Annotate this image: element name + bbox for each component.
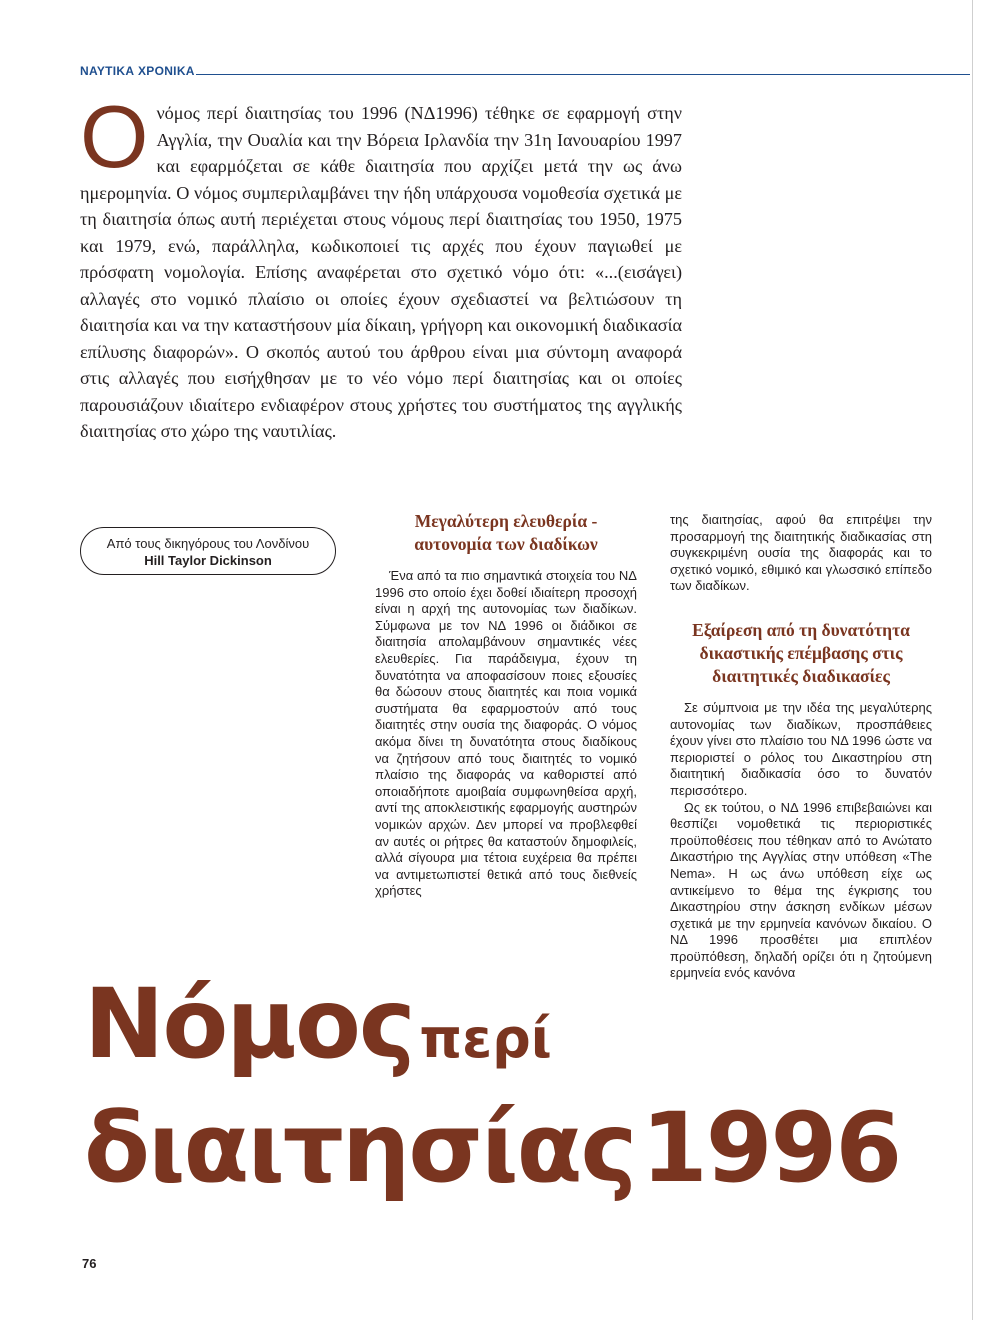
court-paragraph-2: Ως εκ τούτου, ο ΝΔ 1996 επιβεβαιώνει και θεσπίζει νομοθετικά τις περιοριστικές προϋποθέσεις που τέθηκαν από το Ανώτατο Δικαστήριο της Αγγλίας στην υπόθεση «The Nema». Η ως άνω υπόθεση είχε ως αντικείμενο το θέμα της έγκρισης του Δικαστηρίου στην άσκηση ενδίκων μέσων σχετικά με την ερμηνεία κανόνων δικαίου. Ο ΝΔ 1996 προσθέτει μια επιπλέον προϋπόθεση, δηλαδή ορίζει ότι η ζητούμενη ερμηνεία ενός κανόνα	[670, 799, 932, 981]
intro-text: νόμος περί διαιτησίας του 1996 (ΝΔ1996) τέθηκε σε εφαρμογή στην Αγγλία, την Ουαλία και την Βόρεια Ιρλανδία την 31η Ιανουαρίου 1997 και εφαρμόζεται σε κάθε διαιτησία που αρχίζει μετά την ως άνω ημερομηνία. Ο νόμος συμπεριλαμβάνει την ήδη υπάρχουσα νομοθεσία σχετικά με τη διαιτησία όπως αυτή περιέχεται στους νόμους περί διαιτησίας του 1950, 1975 και 1979, ενώ, παράλληλα, κωδικοποιεί τις αρχές που έχουν παγιωθεί με πρόσφατη νομολογία. Επίσης αναφέρεται στο σχετικό νόμο ότι: «...(εισάγει) αλλαγές στο νομικό πλαίσιο οι οποίες έχουν σχεδιαστεί να βελτιώσουν τη διαιτησία και να την καταστήσουν μία δίκαιη, γρήγορη και οικονομική διαδικασία επίλυσης διαφορών». Ο σκοπός αυτού του άρθρου είναι μια σύντομη αναφορά στις αλλαγές που εισήχθησαν με το νέο νόμο περί διαιτησίας και οι οποίες παρουσιάζουν ιδιαίτερο ενδιαφέρον στους χρήστες του συστήματος της αγγλικής διαιτησίας στο χώρο της ναυτιλίας.	[80, 103, 682, 441]
article-title-line-1	[84, 968, 552, 1080]
drop-cap: Ο	[80, 87, 149, 186]
law-firm-name: Hill Taylor Dickinson	[144, 553, 272, 568]
title-word-arbitration: διαιτησίας	[84, 1092, 636, 1204]
header-rule	[196, 74, 970, 75]
right-column	[670, 512, 932, 982]
section-header: ΝΑΥΤΙΚΑ ΧΡΟΝΙΚΑ	[80, 64, 195, 78]
title-word-law: Νόμος	[84, 968, 414, 1080]
page-number: 76	[82, 1256, 97, 1271]
continuation-paragraph: της διαιτησίας, αφού θα επιτρέψει την προσαρμογή της διαιτητικής διαδικασίας στη συγκεκριμένη ουσία της διαφοράς και το σχετικό νομικό, εθιμικό και γλωσσικό επίπεδο των διαδίκων.	[670, 512, 932, 594]
author-credit-box	[80, 527, 336, 575]
heading-court-intervention: Εξαίρεση από τη δυνατότητα δικαστικής επέμβασης στις διαιτητικές διαδικασίες	[692, 619, 910, 686]
heading-autonomy: Μεγαλύτερη ελευθερία - αυτονομία των διαδίκων	[414, 511, 598, 554]
title-word-about: περί	[419, 1007, 552, 1070]
page-edge-line	[972, 0, 973, 1320]
middle-column	[375, 510, 637, 900]
intro-paragraph	[80, 87, 682, 445]
court-paragraph-1: Σε σύμπνοια με την ιδέα της μεγαλύτερης αυτονομίας των διαδίκων, προσπάθειες έχουν γίνει στο πλαίσιο του ΝΔ 1996 ώστε να περιοριστεί ο ρόλος του Δικαστηρίου στη διαιτητική διαδικασία όσο το δυνατόν περισσότερο.	[670, 699, 932, 798]
author-credit-line: Από τους δικηγόρους του Λονδίνου	[106, 536, 310, 551]
title-word-year: 1996	[640, 1092, 901, 1204]
article-title-line-2	[84, 1092, 901, 1204]
autonomy-paragraph: Ένα από τα πιο σημαντικά στοιχεία του ΝΔ 1996 στο οποίο έχει δοθεί ιδιαίτερη προσοχή είναι η αρχή της αυτονομίας των διαδίκων. Σύμφωνα με τον ΝΔ 1996 οι διάδικοι σε διαιτησία απολαμβάνουν σημαντικές νέες ελευθερίες. Για παράδειγμα, έχουν τη δυνατότητα να αποφασίσουν ποιες εξουσίες θα δώσουν στους διαιτητές και ποια νομικά συστήματα θα εφαρμοστούν από τους διαιτητές στην ουσία της διαφοράς. Ο νόμος ακόμα δίνει τη δυνατότητα στους διαδίκους να ζητήσουν από τους διαιτητές το νομικό πλαίσιο της διαφοράς να καθοριστεί από οποιαδήποτε αμοιβαία συμφωνηθείσα αρχή, αντί της αποκλειστικής εφαρμογής αυστηρών νομικών αρχών. Δεν μπορεί να προβλεφθεί αν αυτές οι ρήτρες θα καταστούν δημοφιλείς, αλλά σίγουρα μια τέτοια ευχέρεια θα πρέπει να αντιμετωπιστεί θετικά από τους διεθνείς χρήστες	[375, 568, 637, 899]
